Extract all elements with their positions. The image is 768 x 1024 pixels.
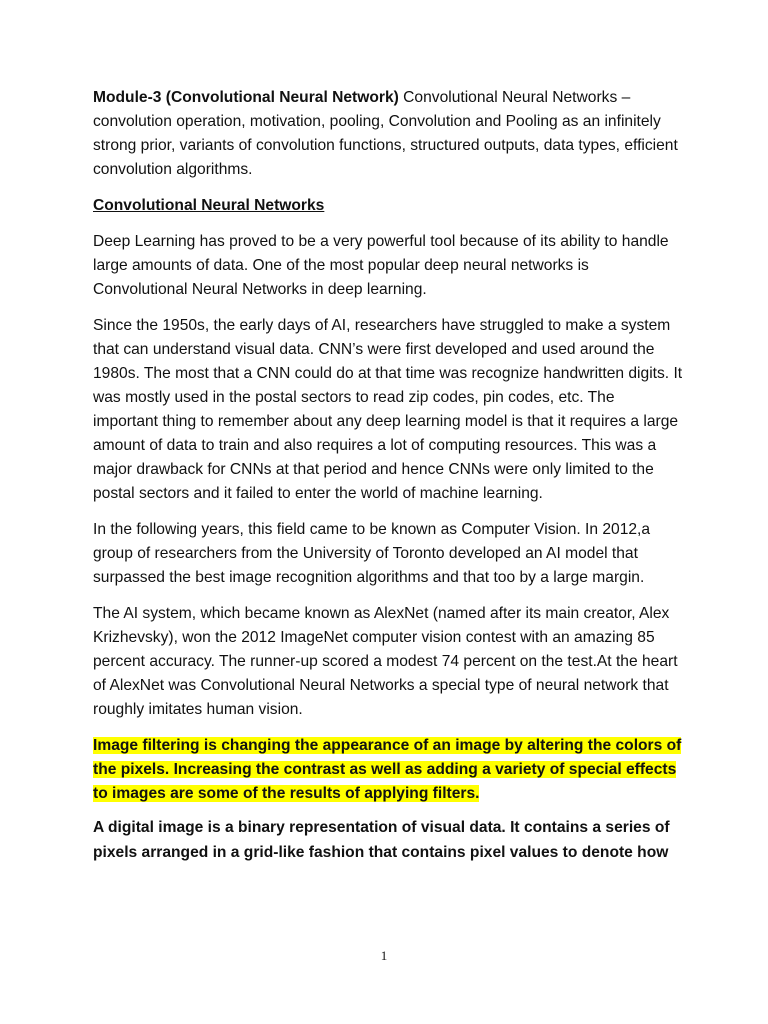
paragraph-deep-learning: Deep Learning has proved to be a very powerful tool because of its ability to handle large amounts of data. One of the most popular deep neural networks is Convolutional Neural Networks in deep learning.	[93, 233, 669, 298]
document-page	[93, 86, 683, 865]
module-intro	[93, 86, 683, 182]
module-description: Convolutional Neural Networks – convolution operation, motivation, pooling, Convolution and Pooling as an infinitely strong prior, variants of convolution functions, structured outputs, data types, efficient convolution algorithms.	[93, 89, 678, 178]
paragraph-alexnet: The AI system, which became known as AlexNet (named after its main creator, Alex Krizhevsky), won the 2012 ImageNet computer vision contest with an amazing 85 percent accuracy. The runner-up scored a modest 74 percent on the test.At the heart of AlexNet was Convolutional Neural Networks a special type of neural network that roughly imitates human vision.	[93, 605, 678, 718]
highlighted-paragraph	[93, 734, 683, 806]
paragraph-history: Since the 1950s, the early days of AI, researchers have struggled to make a system that can understand visual data. CNN’s were first developed and used around the 1980s. The most that a CNN could do at that time was recognize handwritten digits. It was mostly used in the postal sectors to read zip codes, pin codes, etc. The important thing to remember about any deep learning model is that it requires a large amount of data to train and also requires a lot of computing resources. This was a major drawback for CNNs at that period and hence CNNs were only limited to the postal sectors and it failed to enter the world of machine learning.	[93, 317, 683, 502]
module-title: Module-3 (Convolutional Neural Network)	[93, 89, 399, 106]
page-number: 1	[380, 948, 388, 963]
digital-image-paragraph: A digital image is a binary representation of visual data. It contains a series of pixels arranged in a grid-like fashion that contains pixel values to denote how	[93, 819, 670, 861]
section-heading: Convolutional Neural Networks	[93, 197, 325, 214]
paragraph-computer-vision: In the following years, this field came to be known as Computer Vision. In 2012,a group of researchers from the University of Toronto developed an AI model that surpassed the best image recognition algorithms and that too by a large margin.	[93, 521, 651, 586]
highlighted-text: Image filtering is changing the appearance of an image by altering the colors of the pixels. Increasing the contrast as well as adding a variety of special effects to images are some of the results of applying filters.	[93, 737, 682, 802]
